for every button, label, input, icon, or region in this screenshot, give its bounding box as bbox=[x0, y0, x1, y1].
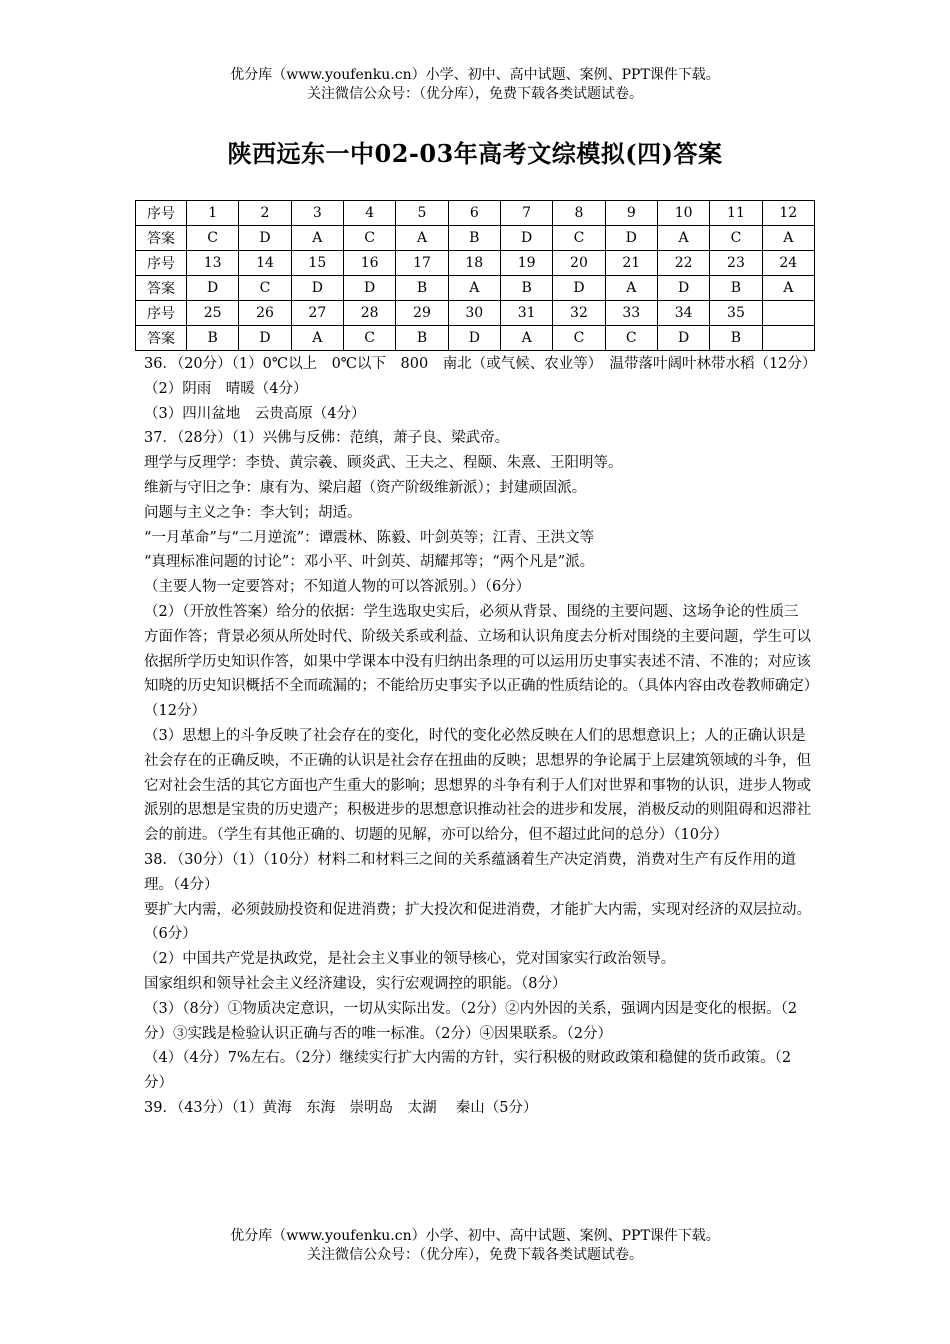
table-cell: C bbox=[605, 326, 657, 351]
table-cell: 7 bbox=[500, 201, 552, 226]
table-cell: 5 bbox=[396, 201, 448, 226]
table-cell: 35 bbox=[710, 301, 762, 326]
table-cell: B bbox=[710, 276, 762, 301]
answer-paragraph: 理学与反理学：李贽、黄宗羲、顾炎武、王夫之、程颐、朱熹、王阳明等。 bbox=[144, 455, 623, 472]
table-cell: 14 bbox=[239, 251, 291, 276]
table-cell: D bbox=[187, 276, 239, 301]
answer-table bbox=[135, 200, 815, 351]
table-cell: B bbox=[187, 326, 239, 351]
table-cell: A bbox=[762, 276, 814, 301]
table-cell: 2 bbox=[239, 201, 291, 226]
table-cell: 33 bbox=[605, 301, 657, 326]
table-cell: 23 bbox=[710, 251, 762, 276]
answer-paragraph: （3）（8分）①物质决定意识，一切从实际出发。（2分）②内外因的关系，强调内因是变化的根据。（2分）③实践是检验认识正确与否的唯一标准。（2分）④因果联系。（2分） bbox=[144, 1000, 798, 1042]
table-cell: 10 bbox=[657, 201, 709, 226]
table-cell: 24 bbox=[762, 251, 814, 276]
table-cell: 1 bbox=[187, 201, 239, 226]
table-cell: A bbox=[605, 276, 657, 301]
table-cell: 17 bbox=[396, 251, 448, 276]
table-cell: B bbox=[710, 326, 762, 351]
table-cell: C bbox=[187, 226, 239, 251]
table-cell: D bbox=[605, 226, 657, 251]
table-cell: C bbox=[343, 226, 395, 251]
table-cell: 6 bbox=[448, 201, 500, 226]
table-cell: 25 bbox=[187, 301, 239, 326]
table-cell: D bbox=[239, 326, 291, 351]
header-line-2: 关注微信公众号：（优分库），免费下载各类试题试卷。 bbox=[307, 86, 643, 102]
table-cell: D bbox=[343, 276, 395, 301]
table-cell: C bbox=[553, 226, 605, 251]
table-cell: A bbox=[762, 226, 814, 251]
table-cell: A bbox=[657, 226, 709, 251]
table-cell: D bbox=[657, 276, 709, 301]
table-row bbox=[136, 276, 815, 301]
table-cell: 11 bbox=[710, 201, 762, 226]
answer-paragraph: （3）思想上的斗争反映了社会存在的变化，时代的变化必然反映在人们的思想意识上；人的正确认识是社会存在的正确反映，不正确的认识是社会存在扭曲的反映；思想界的争论属于上层建筑领域的斗争，但它对社会生活的其它方面也产生重大的影响；思想界的斗争有利于人们对世界和事物的认识，进步人物或派别的思想是宝贵的历史遗产；积极进步的思想意识推动社会的进步和发展，消极反动的则阻碍和迟滞社会的前进。（学生有其他正确的、切题的见解，亦可以给分，但不超过此问的总分）（10分） bbox=[144, 727, 811, 844]
answer-paragraph: 38．（30分）（1）（10分）材料二和材料三之间的关系蕴涵着生产决定消费，消费对生产有反作用的道理。（4分） bbox=[144, 851, 796, 893]
table-cell: B bbox=[500, 276, 552, 301]
table-cell: 15 bbox=[291, 251, 343, 276]
row-header-cell: 答案 bbox=[136, 226, 187, 251]
row-header-cell: 序号 bbox=[136, 301, 187, 326]
table-cell: 30 bbox=[448, 301, 500, 326]
table-cell: 20 bbox=[553, 251, 605, 276]
answer-paragraph: 39．（43分）（1）黄海 东海 崇明岛 太湖 秦山（5分） bbox=[144, 1099, 538, 1116]
table-cell: 22 bbox=[657, 251, 709, 276]
answer-paragraph: 36．（20分）（1）0℃以上 0℃以下 800 南北（或气候、农业等） 温带落叶阔叶林带水稻（12分） bbox=[144, 356, 817, 372]
answer-paragraph: （3）四川盆地 云贵高原（4分） bbox=[144, 405, 366, 422]
table-cell bbox=[762, 301, 814, 326]
table-cell: 13 bbox=[187, 251, 239, 276]
row-header-cell: 序号 bbox=[136, 201, 187, 226]
footer-line-1: 优分库（www.youfenku.cn）小学、初中、高中试题、案例、PPT课件下载。 bbox=[230, 1228, 720, 1244]
table-cell: A bbox=[448, 276, 500, 301]
table-cell: 16 bbox=[343, 251, 395, 276]
table-cell: C bbox=[710, 226, 762, 251]
table-cell: D bbox=[448, 326, 500, 351]
answer-paragraph: “一月革命”与“二月逆流”：谭震林、陈毅、叶剑英等；江青、王洪文等 bbox=[144, 529, 595, 546]
answer-paragraph: （4）（4分）7%左右。（2分）继续实行扩大内需的方针，实行积极的财政政策和稳健的货币政策。（2分） bbox=[144, 1050, 792, 1092]
answer-paragraph: 国家组织和领导社会主义经济建设，实行宏观调控的职能。（8分） bbox=[144, 975, 567, 992]
table-cell: A bbox=[396, 226, 448, 251]
table-cell: A bbox=[291, 326, 343, 351]
answer-paragraph: （2）（开放性答案）给分的依据：学生选取史实后，必须从背景、围绕的主要问题、这场争论的性质三方面作答；背景必须从所处时代、阶级关系或利益、立场和认识角度去分析对围绕的主要问题，学生可以依据所学历史知识作答，如果中学课本中没有归纳出条理的可以运用历史事实表述不清、不准的；对应该知晓的历史知识概括不全而疏漏的；不能给历史事实予以正确的性质结论的。（具体内容由改卷教师确定）（12分） bbox=[144, 603, 811, 720]
table-cell: D bbox=[291, 276, 343, 301]
table-cell: 3 bbox=[291, 201, 343, 226]
table-cell: A bbox=[500, 326, 552, 351]
table-cell: 12 bbox=[762, 201, 814, 226]
page-header bbox=[0, 66, 950, 104]
footer-line-2: 关注微信公众号：（优分库），免费下载各类试题试卷。 bbox=[307, 1247, 643, 1263]
table-cell: 34 bbox=[657, 301, 709, 326]
answer-paragraph: “真理标准问题的讨论”：邓小平、叶剑英、胡耀邦等；“两个凡是”派。 bbox=[144, 554, 595, 571]
answer-paragraph: （主要人物一定要答对；不知道人物的可以答派别。）（6分） bbox=[144, 579, 531, 596]
table-cell: 9 bbox=[605, 201, 657, 226]
table-cell: 32 bbox=[553, 301, 605, 326]
table-cell: 27 bbox=[291, 301, 343, 326]
header-line-1: 优分库（www.youfenku.cn）小学、初中、高中试题、案例、PPT课件下载。 bbox=[230, 67, 720, 83]
answer-paragraph: 问题与主义之争：李大钊；胡适。 bbox=[144, 504, 362, 521]
answer-paragraph: （2）阴雨 晴暖（4分） bbox=[144, 380, 308, 397]
table-row bbox=[136, 301, 815, 326]
table-cell: 31 bbox=[500, 301, 552, 326]
table-cell: 19 bbox=[500, 251, 552, 276]
table-cell: B bbox=[396, 276, 448, 301]
page-title: 陕西远东一中02-03年高考文综模拟(四)答案 bbox=[227, 139, 723, 168]
answer-paragraph: （2）中国共产党是执政党，是社会主义事业的领导核心，党对国家实行政治领导。 bbox=[144, 951, 676, 968]
row-header-cell: 序号 bbox=[136, 251, 187, 276]
table-row bbox=[136, 251, 815, 276]
table-cell: D bbox=[657, 326, 709, 351]
table-cell: 8 bbox=[553, 201, 605, 226]
table-cell: A bbox=[291, 226, 343, 251]
table-cell: B bbox=[396, 326, 448, 351]
table-cell: B bbox=[448, 226, 500, 251]
table-cell: C bbox=[343, 326, 395, 351]
table-cell: C bbox=[553, 326, 605, 351]
answer-paragraph: 维新与守旧之争：康有为、梁启超（资产阶级维新派）；封建顽固派。 bbox=[144, 479, 587, 496]
table-cell: 18 bbox=[448, 251, 500, 276]
table-cell: 26 bbox=[239, 301, 291, 326]
table-cell: D bbox=[239, 226, 291, 251]
table-row bbox=[136, 326, 815, 351]
page-footer bbox=[0, 1227, 950, 1265]
row-header-cell: 答案 bbox=[136, 276, 187, 301]
table-cell: 29 bbox=[396, 301, 448, 326]
answer-content bbox=[144, 352, 817, 1121]
table-row bbox=[136, 201, 815, 226]
table-cell: 21 bbox=[605, 251, 657, 276]
table-cell: C bbox=[239, 276, 291, 301]
table-cell: D bbox=[553, 276, 605, 301]
table-cell: D bbox=[500, 226, 552, 251]
answer-paragraph: 37．（28分）（1）兴佛与反佛：范缜，萧子良、梁武帝。 bbox=[144, 430, 510, 447]
table-cell bbox=[762, 326, 814, 351]
row-header-cell: 答案 bbox=[136, 326, 187, 351]
table-row bbox=[136, 226, 815, 251]
answer-paragraph: 要扩大内需，必须鼓励投资和促进消费；扩大投次和促进消费，才能扩大内需，实现对经济的双层拉动。（6分） bbox=[144, 901, 811, 943]
table-cell: 28 bbox=[343, 301, 395, 326]
table-cell: 4 bbox=[343, 201, 395, 226]
